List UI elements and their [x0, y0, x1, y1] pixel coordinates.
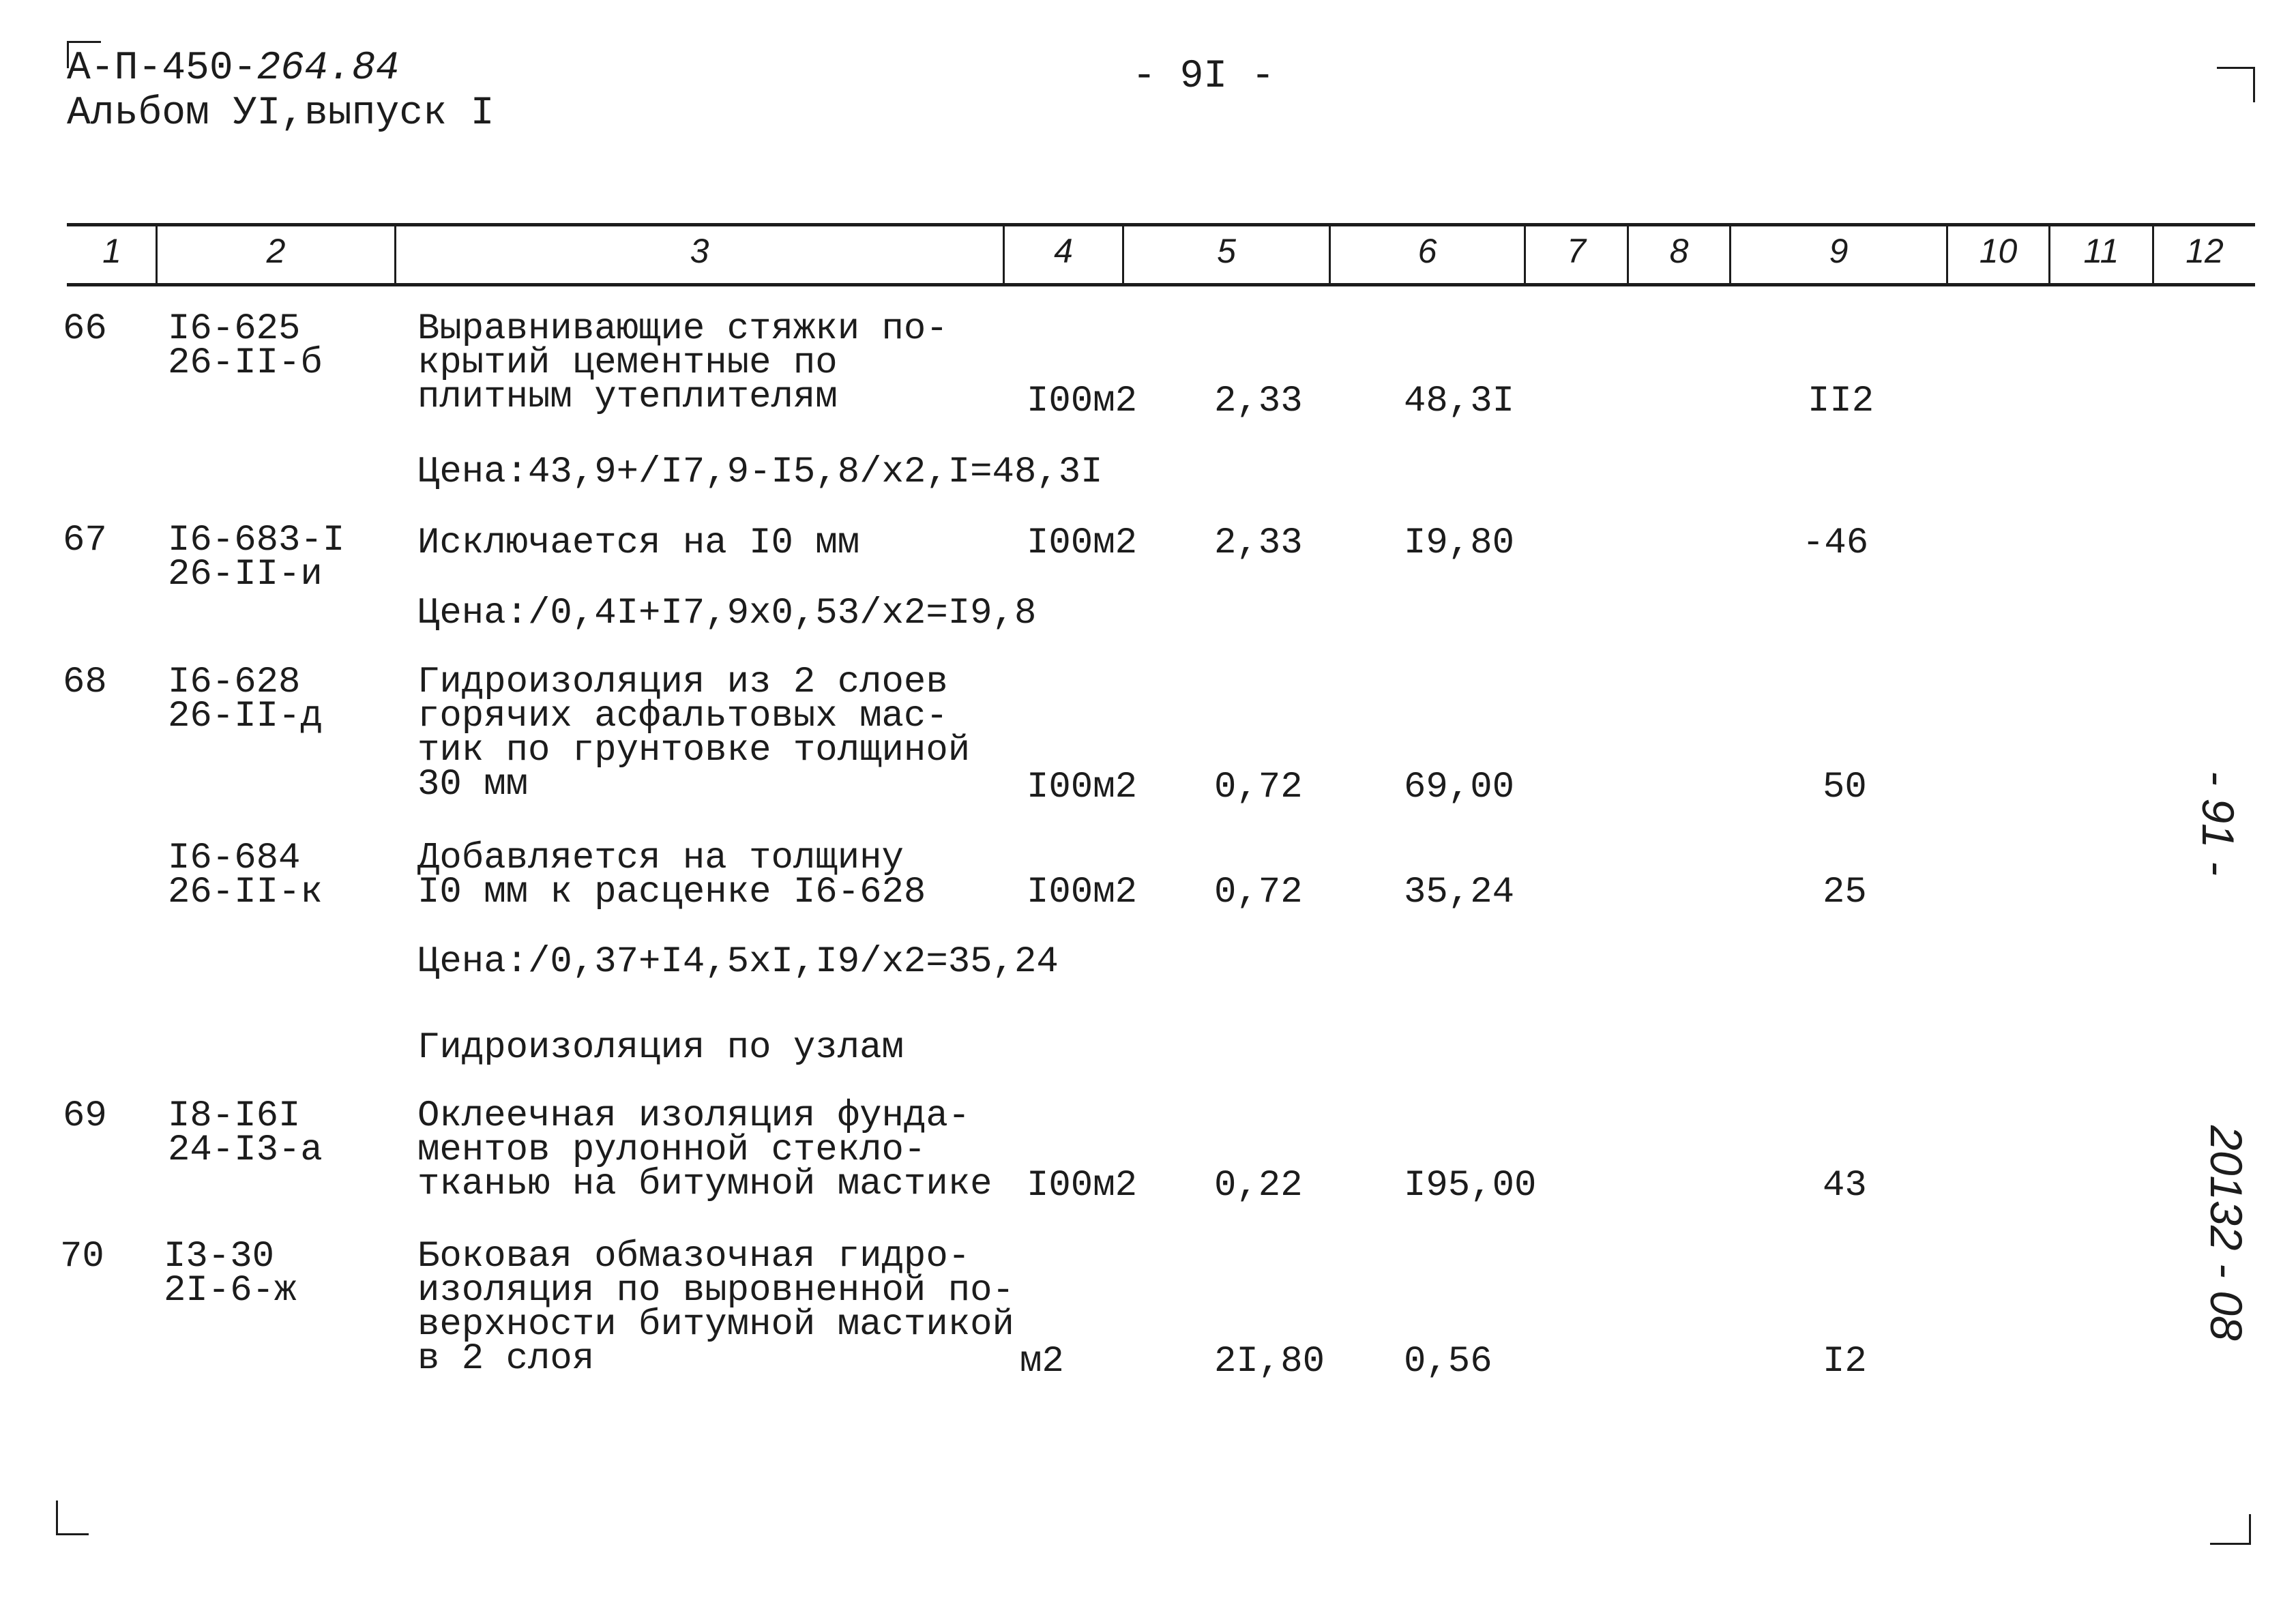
margin-stamp-number: 20132 - 08 [2201, 1125, 2252, 1341]
row-68b-price-note: Цена:/0,37+I4,5хI,I9/х2=35,24 [417, 941, 1059, 983]
row-70-desc-line-3: верхности битумной мастикой [417, 1304, 1014, 1346]
row-70-price: 0,56 [1404, 1341, 1492, 1383]
corner-mark-bottom-left [56, 1501, 58, 1535]
row-68-desc-line-4: 30 мм [417, 764, 529, 806]
row-67-price-note: Цена:/0,4I+I7,9х0,53/х2=I9,8 [417, 593, 1037, 634]
row-68b-price: 35,24 [1404, 872, 1515, 913]
row-66-code-1: I6-625 [168, 308, 301, 350]
row-67-code-2: 26-II-и [168, 554, 323, 595]
row-70-total: I2 [1823, 1341, 1867, 1383]
row-69-desc-line-2: ментов рулонной стекло- [417, 1129, 926, 1171]
row-66-code-2: 26-II-б [168, 342, 323, 384]
corner-mark-top-right [2217, 67, 2255, 69]
column-header-5: 5 [1217, 232, 1236, 270]
row-68-quantity: 0,72 [1214, 767, 1303, 808]
row-69-desc-line-1: Оклеечная изоляция фунда- [417, 1095, 971, 1137]
document-code-prefix: А-П-450- [67, 46, 257, 91]
row-66-codes [168, 308, 323, 384]
row-69-unit: I00м2 [1027, 1165, 1138, 1207]
row-69-code-1: I8-I6I [168, 1095, 301, 1137]
row-70-code-1: I3-30 [164, 1236, 275, 1277]
column-header-6: 6 [1417, 232, 1437, 270]
row-69-desc-line-3: тканью на битумной мастике [417, 1164, 992, 1205]
row-66-description [417, 308, 948, 418]
document-code-suffix: 264.84 [256, 46, 400, 91]
row-68-price: 69,00 [1404, 767, 1515, 808]
column-header-11: 11 [2083, 232, 2119, 270]
row-66-price: 48,3I [1404, 381, 1515, 422]
corner-mark-bottom-left-h [56, 1533, 89, 1535]
row-68-total: 50 [1823, 767, 1867, 808]
section-heading: Гидроизоляция по узлам [417, 1027, 904, 1069]
row-67-quantity: 2,33 [1214, 522, 1303, 564]
row-70-quantity: 2I,80 [1214, 1341, 1325, 1383]
row-68b-codes [168, 838, 323, 913]
row-70-description [417, 1236, 1014, 1380]
row-70-desc-line-2: изоляция по выровненной по- [417, 1270, 1014, 1312]
corner-mark-bottom-right [2210, 1543, 2251, 1545]
row-66-number: 66 [63, 308, 107, 350]
row-69-description [417, 1095, 992, 1205]
row-68-code-2: 26-II-д [168, 696, 323, 737]
column-header-3: 3 [690, 232, 709, 270]
row-68-desc-line-2: горячих асфальтовых мас- [417, 696, 948, 737]
column-header-9: 9 [1829, 232, 1849, 270]
corner-mark-bottom-right-v [2249, 1514, 2251, 1545]
row-70-number: 70 [60, 1236, 104, 1277]
row-69-price: I95,00 [1404, 1165, 1537, 1207]
row-68b-unit: I00м2 [1027, 872, 1138, 913]
row-68b-code-2: 26-II-к [168, 872, 323, 913]
column-header-4: 4 [1054, 232, 1073, 270]
row-70-unit: м2 [1020, 1341, 1064, 1383]
row-69-codes [168, 1095, 323, 1171]
row-67-code-1: I6-683-I [168, 520, 345, 561]
row-69-number: 69 [63, 1095, 107, 1137]
row-68b-desc-line-2: I0 мм к расценке I6-628 [417, 872, 926, 913]
row-68b-quantity: 0,72 [1214, 872, 1303, 913]
row-66-quantity: 2,33 [1214, 381, 1303, 422]
column-header-2: 2 [266, 232, 286, 270]
row-69-code-2: 24-I3-а [168, 1129, 323, 1171]
row-68-number: 68 [63, 662, 107, 703]
row-68b-code-1: I6-684 [168, 838, 301, 879]
row-67-description: Исключается на I0 мм [417, 522, 860, 564]
column-header-10: 10 [1979, 232, 2018, 270]
corner-mark-top-left-h [67, 41, 101, 43]
row-68b-desc-line-1: Добавляется на толщину [417, 838, 904, 879]
row-67-price: I9,80 [1404, 522, 1515, 564]
corner-mark-top-right-v [2253, 67, 2255, 102]
row-68b-total: 25 [1823, 872, 1867, 913]
row-67-number: 67 [63, 520, 107, 561]
row-67-unit: I00м2 [1027, 522, 1138, 564]
row-69-quantity: 0,22 [1214, 1165, 1303, 1207]
row-70-desc-line-1: Боковая обмазочная гидро- [417, 1236, 971, 1277]
column-header-12: 12 [2185, 232, 2224, 270]
row-68-code-1: I6-628 [168, 662, 301, 703]
row-66-desc-line-3: плитным утеплителям [417, 376, 838, 418]
row-68-unit: I00м2 [1027, 767, 1138, 808]
row-68-desc-line-1: Гидроизоляция из 2 слоев [417, 662, 948, 703]
row-67-total: -46 [1802, 522, 1869, 564]
row-70-desc-line-4: в 2 слоя [417, 1338, 595, 1380]
column-header-7: 7 [1567, 232, 1586, 270]
row-68b-description [417, 838, 926, 913]
column-header-8: 8 [1669, 232, 1689, 270]
row-70-code-2: 2I-6-ж [164, 1270, 297, 1312]
row-70-codes [164, 1236, 297, 1312]
album-label: Альбом УI,выпуск I [67, 91, 495, 136]
page-number: - 9I - [1132, 55, 1275, 99]
column-header-1: 1 [102, 232, 121, 270]
row-68-desc-line-3: тик по грунтовке толщиной [417, 730, 971, 771]
margin-page-mark: - 91 - [2193, 771, 2243, 876]
row-66-desc-line-2: крытий цементные по [417, 342, 838, 384]
row-68-codes [168, 662, 323, 737]
document-code [67, 48, 399, 90]
row-66-total: II2 [1808, 381, 1874, 422]
row-68-description [417, 662, 971, 806]
row-66-price-note: Цена:43,9+/I7,9-I5,8/х2,I=48,3I [417, 452, 1103, 493]
row-66-unit: I00м2 [1027, 381, 1138, 422]
row-67-codes [168, 520, 345, 595]
row-69-total: 43 [1823, 1165, 1867, 1207]
row-66-desc-line-1: Выравнивающие стяжки по- [417, 308, 948, 350]
